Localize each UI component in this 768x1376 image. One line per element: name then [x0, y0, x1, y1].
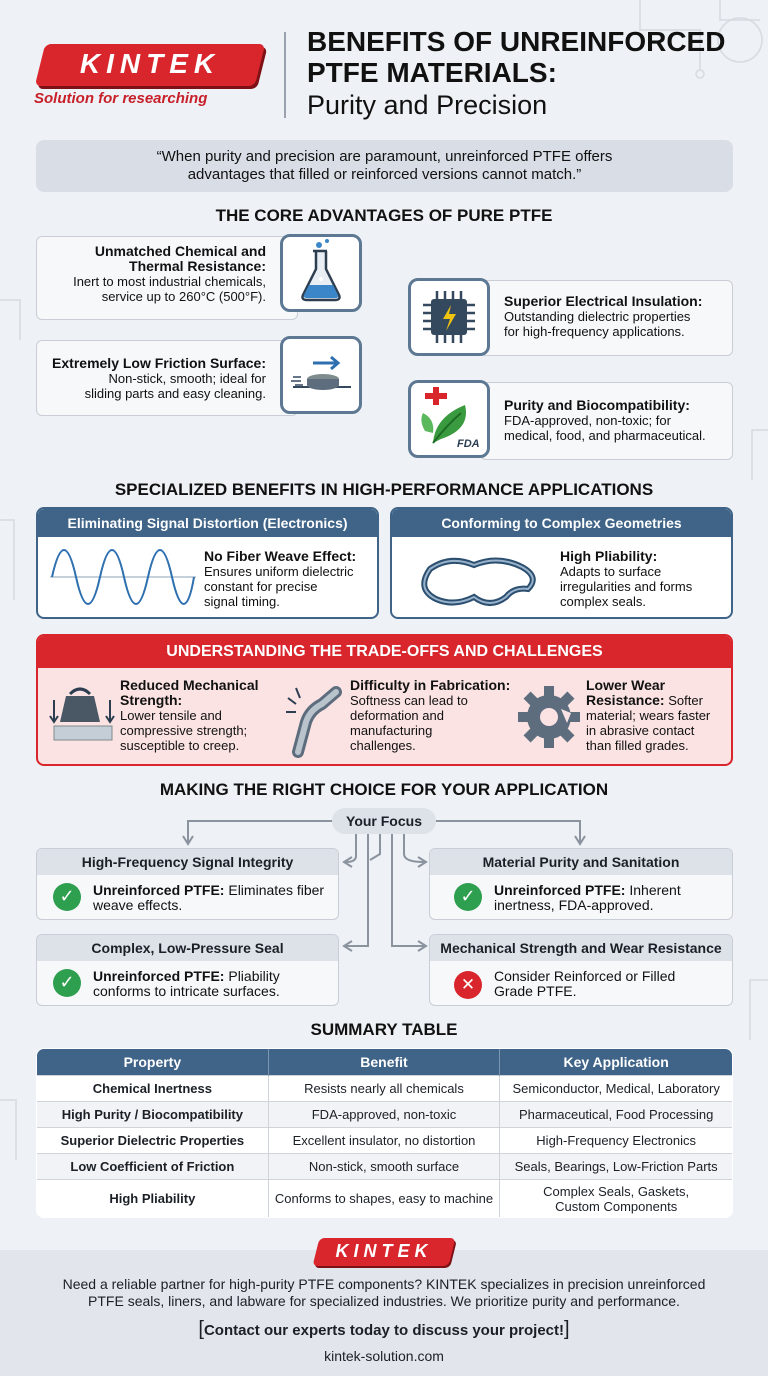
- intro-quote: [36, 140, 733, 192]
- choice-seal-rest: Pliability: [228, 968, 280, 984]
- core-electrical-desc2: for high-frequency applications.: [504, 324, 685, 339]
- worn-gear-icon: [514, 682, 584, 752]
- page-title-line2: PTFE MATERIALS:: [307, 57, 557, 88]
- table-cell-application: High-Frequency Electronics: [500, 1128, 733, 1154]
- summary-table: [36, 1048, 733, 1218]
- core-heading: THE CORE ADVANTAGES OF PURE PTFE: [215, 206, 553, 225]
- panel-geometry-desc2: irregularities and forms: [560, 579, 693, 594]
- core-chemical-desc1: Inert to most industrial chemicals,: [73, 274, 266, 289]
- choice-purity-bold: Unreinforced PTFE:: [494, 882, 626, 898]
- panel-geometry-head: Conforming to Complex Geometries: [392, 509, 731, 537]
- tradeoff-strength-title2: Strength:: [120, 692, 183, 708]
- panel-signal-desc3: signal timing.: [204, 594, 280, 609]
- panel-signal-desc2: constant for precise: [204, 579, 318, 594]
- choice-signal-rest: Eliminates fiber: [228, 882, 325, 898]
- column-header: Benefit: [268, 1049, 500, 1076]
- choice-heading: MAKING THE RIGHT CHOICE FOR YOUR APPLICATION: [159, 780, 609, 799]
- tradeoffs-heading: UNDERSTANDING THE TRADE-OFFS AND CHALLENGES: [38, 636, 731, 668]
- flask-icon: [280, 234, 362, 312]
- core-chemical-title2: Thermal Resistance:: [129, 258, 266, 274]
- quote-line1: “When purity and precision are paramount, unreinforced PTFE offers: [156, 148, 613, 165]
- panel-signal-text: [204, 549, 374, 609]
- table-cell-application-line2: Custom Components: [555, 1198, 678, 1214]
- panel-geometry: [390, 507, 733, 619]
- panel-signal-head: Eliminating Signal Distortion (Electronics): [38, 509, 377, 537]
- footer-line1: Need a reliable partner for high-purity PTFE components? KINTEK specializes in precision unreinforced: [62, 1276, 706, 1292]
- panel-geometry-desc3: complex seals.: [560, 594, 646, 609]
- table-header-row: [37, 1049, 733, 1076]
- table-cell-property: Chemical Inertness: [37, 1076, 269, 1102]
- table-cell-property: High Pliability: [37, 1180, 269, 1218]
- core-purity-title: Purity and Biocompatibility:: [504, 397, 690, 413]
- sliding-puck-icon: [280, 336, 362, 414]
- core-friction-desc1: Non-stick, smooth; ideal for: [108, 371, 266, 386]
- core-friction-title: Extremely Low Friction Surface:: [52, 355, 266, 371]
- table-cell-benefit: Conforms to shapes, easy to machine: [268, 1180, 500, 1218]
- table-cell-application: [500, 1180, 733, 1218]
- specialized-heading: SPECIALIZED BENEFITS IN HIGH-PERFORMANCE APPLICATIONS: [114, 480, 654, 499]
- table-row: [37, 1154, 733, 1180]
- page-title: [307, 26, 725, 88]
- column-header: Key Application: [500, 1049, 733, 1076]
- table-cell-benefit: FDA-approved, non-toxic: [268, 1102, 500, 1128]
- website-link[interactable]: kintek-solution.com: [324, 1348, 444, 1364]
- table-cell-application: Pharmaceutical, Food Processing: [500, 1102, 733, 1128]
- choice-purity-head: Material Purity and Sanitation: [430, 849, 732, 875]
- choice-signal-bold: Unreinforced PTFE:: [93, 882, 225, 898]
- check-icon: ✓: [454, 883, 482, 911]
- tradeoff-wear-desc1: material; wears faster: [586, 708, 711, 723]
- your-focus-node: Your Focus: [332, 808, 436, 834]
- choice-seal-head: Complex, Low-Pressure Seal: [37, 935, 338, 961]
- quote-line2: advantages that filled or reinforced versions cannot match.”: [187, 166, 582, 183]
- table-row: [37, 1076, 733, 1102]
- table-cell-application: Seals, Bearings, Low-Friction Parts: [500, 1154, 733, 1180]
- tradeoff-strength-desc2: compressive strength;: [120, 723, 248, 738]
- page-title-line1: BENEFITS OF UNREINFORCED: [307, 26, 726, 57]
- choice-mechanical-text: [494, 969, 730, 999]
- choice-purity-text: [494, 883, 730, 913]
- tradeoff-wear-desc3: than filled grades.: [586, 738, 689, 753]
- sine-wave-icon: [48, 547, 198, 613]
- tradeoff-fabrication-text: [350, 678, 520, 753]
- panel-geometry-title: High Pliability:: [560, 548, 658, 564]
- tradeoffs-panel: [36, 634, 733, 766]
- core-electrical-title: Superior Electrical Insulation:: [504, 293, 703, 309]
- contact-cta[interactable]: [Contact our experts today to discuss your project!]: [198, 1318, 570, 1340]
- footer-line2: PTFE seals, liners, and labware for specialized industries. We prioritize purity and performance.: [88, 1293, 680, 1309]
- tradeoff-fabrication-desc4: challenges.: [350, 738, 416, 753]
- choice-signal-line2: weave effects.: [93, 897, 183, 913]
- table-cell-benefit: Resists nearly all chemicals: [268, 1076, 500, 1102]
- choice-seal-bold: Unreinforced PTFE:: [93, 968, 225, 984]
- panel-geometry-text: [560, 549, 730, 609]
- table-row: [37, 1180, 733, 1218]
- core-card-friction-text: [40, 356, 266, 401]
- page-subtitle: Purity and Precision: [307, 90, 548, 120]
- seal-gasket-icon: [410, 547, 550, 613]
- tradeoff-fabrication-desc1: Softness can lead to: [350, 693, 468, 708]
- table-cell-property: Low Coefficient of Friction: [37, 1154, 269, 1180]
- brand-logo-text: KINTEK: [79, 48, 221, 79]
- tradeoff-strength-text: [120, 678, 270, 753]
- choice-card-signal: [36, 848, 339, 920]
- core-friction-desc2: sliding parts and easy cleaning.: [84, 386, 266, 401]
- contact-cta-text[interactable]: Contact our experts today to discuss your project!: [203, 1322, 565, 1339]
- choice-card-seal: [36, 934, 339, 1006]
- leaf-fda-icon: [408, 380, 490, 458]
- core-card-purity-text: [504, 398, 730, 443]
- choice-mechanical-head: Mechanical Strength and Wear Resistance: [430, 935, 732, 961]
- panel-signal-desc1: Ensures uniform dielectric: [204, 564, 354, 579]
- table-cell-property: Superior Dielectric Properties: [37, 1128, 269, 1154]
- table-cell-application: Semiconductor, Medical, Laboratory: [500, 1076, 733, 1102]
- choice-purity-rest: Inherent: [629, 882, 681, 898]
- tradeoff-strength-desc3: susceptible to creep.: [120, 738, 240, 753]
- header-divider: [284, 32, 286, 118]
- core-purity-desc1: FDA-approved, non-toxic; for: [504, 413, 671, 428]
- choice-card-purity: [429, 848, 733, 920]
- core-card-chemical-text: [46, 244, 266, 304]
- table-cell-application-line1: Complex Seals, Gaskets,: [543, 1183, 690, 1199]
- choice-mechanical-rest: Consider Reinforced or Filled: [494, 968, 676, 984]
- footer-logo-text: KINTEK: [335, 1241, 433, 1261]
- tradeoff-wear-title1: Lower Wear: [586, 677, 666, 693]
- choice-card-mechanical: [429, 934, 733, 1006]
- summary-heading: SUMMARY TABLE: [310, 1020, 458, 1039]
- panel-geometry-desc1: Adapts to surface: [560, 564, 662, 579]
- table-cell-benefit: Non-stick, smooth surface: [268, 1154, 500, 1180]
- table-row: [37, 1128, 733, 1154]
- core-purity-desc2: medical, food, and pharmaceutical.: [504, 428, 706, 443]
- tradeoff-fabrication-title: Difficulty in Fabrication:: [350, 677, 511, 693]
- tradeoff-wear-text: [586, 678, 732, 753]
- tradeoff-strength-title1: Reduced Mechanical: [120, 677, 259, 693]
- tradeoff-wear-desc2: in abrasive contact: [586, 723, 695, 738]
- fda-badge-text: FDA: [457, 438, 480, 450]
- choice-mechanical-line2: Grade PTFE.: [494, 983, 577, 999]
- cross-icon: ✕: [454, 971, 482, 999]
- check-icon: ✓: [53, 969, 81, 997]
- column-header: Property: [37, 1049, 269, 1076]
- bent-tube-icon: [284, 682, 348, 758]
- core-electrical-desc1: Outstanding dielectric properties: [504, 309, 691, 324]
- core-card-electrical-text: [504, 294, 730, 339]
- core-chemical-desc2: service up to 260°C (500°F).: [101, 289, 266, 304]
- weight-icon: [48, 680, 118, 750]
- tradeoff-fabrication-desc2: deformation and: [350, 708, 444, 723]
- choice-seal-text: [93, 969, 333, 999]
- tradeoff-wear-title2: Resistance:: [586, 692, 665, 708]
- table-cell-benefit: Excellent insulator, no distortion: [268, 1128, 500, 1154]
- footer-description: [0, 1276, 768, 1310]
- choice-purity-line2: inertness, FDA-approved.: [494, 897, 654, 913]
- core-chemical-title1: Unmatched Chemical and: [94, 243, 266, 259]
- panel-signal: [36, 507, 379, 619]
- choice-signal-head: High-Frequency Signal Integrity: [37, 849, 338, 875]
- choice-signal-text: [93, 883, 333, 913]
- table-row: [37, 1102, 733, 1128]
- check-icon: ✓: [53, 883, 81, 911]
- tradeoff-wear-desc0: Softer: [668, 693, 703, 708]
- panel-signal-title: No Fiber Weave Effect:: [204, 548, 357, 564]
- brand-tagline: Solution for researching: [34, 90, 208, 107]
- tradeoff-fabrication-desc3: manufacturing: [350, 723, 433, 738]
- table-cell-property: High Purity / Biocompatibility: [37, 1102, 269, 1128]
- tradeoff-strength-desc1: Lower tensile and: [120, 708, 222, 723]
- choice-seal-line2: conforms to intricate surfaces.: [93, 983, 280, 999]
- chip-icon: [408, 278, 490, 356]
